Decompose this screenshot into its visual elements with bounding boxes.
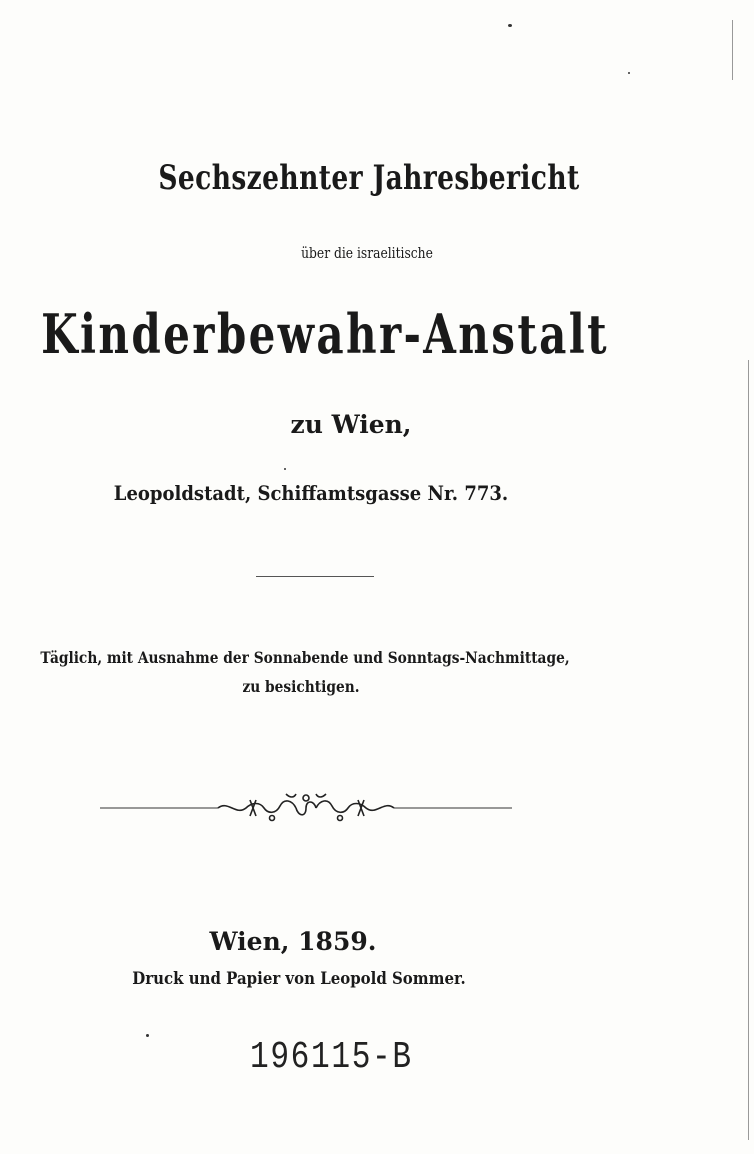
paper-speck bbox=[284, 468, 286, 470]
publisher-city-year: Wien, 1859. bbox=[209, 927, 377, 956]
short-divider bbox=[256, 576, 374, 577]
visiting-hours-line-2: zu besichtigen. bbox=[242, 677, 360, 696]
page-edge-mark bbox=[748, 360, 749, 1140]
city-line: zu Wien, bbox=[290, 410, 412, 439]
vignette-ornament-icon bbox=[100, 790, 512, 826]
address-line: Leopoldstadt, Schiffamtsgasse Nr. 773. bbox=[113, 481, 509, 505]
paper-speck bbox=[146, 1034, 149, 1037]
page-edge-mark bbox=[732, 20, 733, 80]
library-shelfmark: 196115-B bbox=[250, 1036, 413, 1079]
paper-speck bbox=[508, 24, 512, 27]
publisher-line: Druck und Papier von Leopold Sommer. bbox=[132, 969, 466, 989]
paper-speck bbox=[628, 72, 630, 74]
report-title: Sechszehnter Jahresbericht bbox=[158, 158, 580, 198]
report-subtitle: über die israelitische bbox=[301, 244, 433, 262]
institution-name: Kinderbewahr-Anstalt bbox=[41, 302, 609, 366]
visiting-hours-line-1: Täglich, mit Ausnahme der Sonnabende und Sonntags-Nachmittage, bbox=[40, 648, 570, 667]
